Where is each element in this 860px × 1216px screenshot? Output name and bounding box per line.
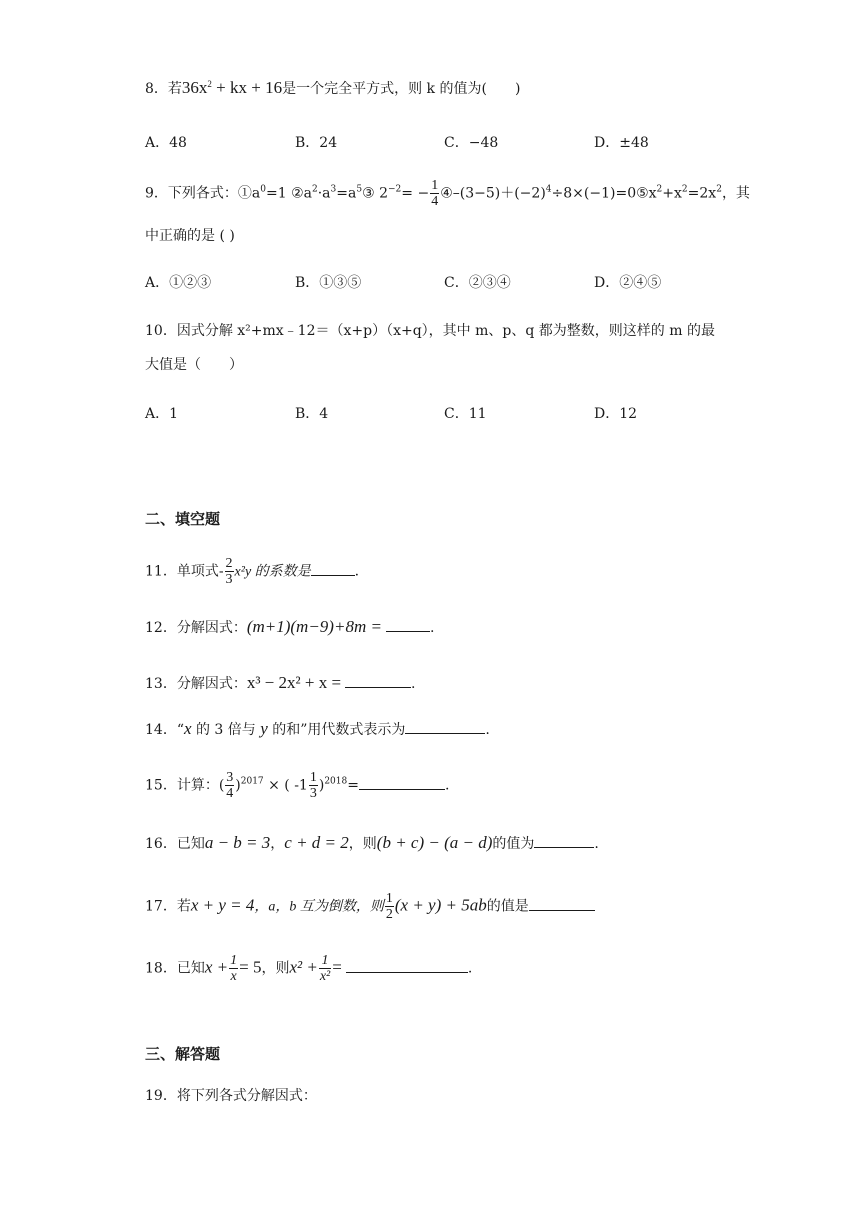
- question-10: 10．因式分解 x²+mx﹣12＝（x+p）（x+q），其中 m、p、q 都为整数，则这样的 m 的最: [145, 323, 715, 339]
- question-8: [145, 78, 520, 99]
- question-15: 15．计算：( $\frac{3}{4}$ )$^{2017}$ × ( -1 $\frac{1}{3}$ )$^{2018}$= .: [145, 770, 450, 801]
- q10-option-b[interactable]: B．4: [295, 406, 329, 422]
- answer-blank[interactable]: [386, 617, 430, 632]
- q8-option-d[interactable]: D．±48: [594, 135, 649, 151]
- q9-option-b[interactable]: B．①③⑤: [295, 275, 362, 291]
- q10-option-a[interactable]: A．1: [145, 406, 179, 422]
- q8-option-b[interactable]: B．24: [295, 135, 338, 151]
- answer-blank[interactable]: [345, 673, 411, 688]
- q8-option-c[interactable]: C．−48: [444, 135, 499, 151]
- q10-option-c[interactable]: C．11: [444, 406, 487, 422]
- q9-fraction: $\frac{1}{4}$: [431, 178, 439, 209]
- section-heading-solve: 三、解答题: [145, 1045, 221, 1063]
- q10-option-d[interactable]: D．12: [594, 406, 638, 422]
- q9-option-d[interactable]: D．②④⑤: [594, 275, 662, 291]
- question-12: 12．分解因式：(m+1)(m−9)+8m = .: [145, 617, 435, 636]
- q9-option-c[interactable]: C．②③④: [444, 275, 511, 291]
- section-heading-fill-in: 二、填空题: [145, 510, 221, 528]
- question-14: 14．“x 的 3 倍与 y 的和”用代数式表示为 .: [145, 719, 490, 738]
- question-13: 13．分解因式：x³ − 2x² + x = .: [145, 673, 416, 692]
- question-10-line2: 大值是（ ）: [145, 357, 243, 373]
- answer-blank[interactable]: [359, 775, 445, 790]
- answer-blank[interactable]: [529, 896, 595, 911]
- answer-blank[interactable]: [346, 958, 468, 973]
- question-16: 16．已知a − b = 3，c + d = 2，则(b + c) − (a − d)的值为 .: [145, 833, 599, 852]
- question-9-line2: 中正确的是 ( ): [145, 228, 235, 244]
- q9-option-a[interactable]: A．①②③: [145, 275, 212, 291]
- question-17: 17．若x + y = 4，a，b 互为倒数，则 $\frac{1}{2}$ (x + y) + 5ab的值是: [145, 891, 595, 922]
- answer-blank[interactable]: [534, 833, 594, 848]
- q8-number: 8．若: [145, 81, 182, 97]
- question-11: 11．单项式- $\frac{2}{3}$ x²y 的系数是 .: [145, 556, 360, 587]
- q8-option-a[interactable]: A．48: [145, 135, 187, 151]
- q8-expression: $36x^2$ + kx + 16: [181, 78, 283, 97]
- question-19: 19．将下列各式分解因式：: [145, 1088, 317, 1104]
- question-9: 9．下列各式：$①a^0=1$ $②a^2\cdot a^3=a^5③$ $2^{-2}=$ − $\frac{1}{4}$ $④-(3-5)+(-2)^4\div 8\times(-1)=0⑤x^2+x^2=2x^2$，其: [145, 178, 750, 209]
- answer-blank[interactable]: [405, 719, 485, 734]
- q8-text: 是一个完全平方式，则 k 的值为( ): [282, 81, 521, 97]
- answer-blank[interactable]: [311, 561, 355, 576]
- question-18: 18．已知x + $\frac{1}{x}$ = 5，则x² + $\frac{1}{\text{x²}}$ = .: [145, 953, 473, 984]
